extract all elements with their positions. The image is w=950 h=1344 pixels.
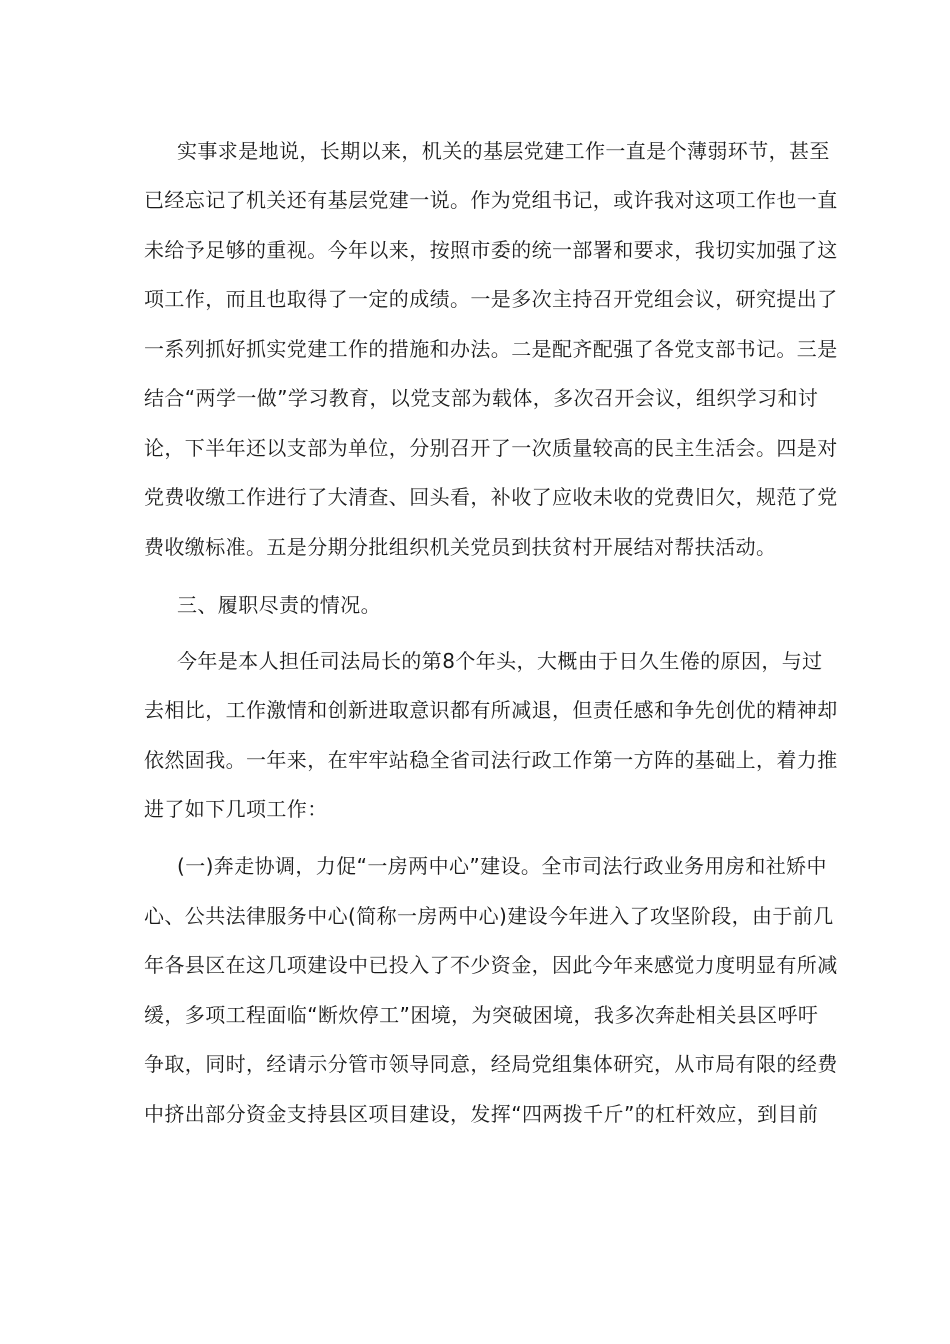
paragraph-3-line-2: 心、公共法律服务中心(简称一房两中心)建设今年进入了攻坚阶段，由于前几 [144, 904, 834, 928]
section-heading: 三、履职尽责的情况。 [177, 593, 381, 617]
paragraph-2-line-4: 进了如下几项工作： [144, 797, 328, 821]
paragraph-2-line-1: 今年是本人担任司法局长的第8个年头，大概由于日久生倦的原因，与过 [177, 649, 823, 673]
paragraph-3-line-5: 争取，同时，经请示分管市领导同意，经局党组集体研究，从市局有限的经费 [144, 1052, 838, 1076]
paragraph-1-line-1: 实事求是地说，长期以来，机关的基层党建工作一直是个薄弱环节，甚至 [177, 139, 830, 163]
paragraph-1-line-5: 一系列抓好抓实党建工作的措施和办法。二是配齐配强了各党支部书记。三是 [144, 337, 838, 361]
paragraph-3-line-4: 缓，多项工程面临“断炊停工”困境，为突破困境，我多次奔赴相关县区呼吁 [144, 1003, 819, 1027]
paragraph-1-line-6: 结合“两学一做”学习教育，以党支部为载体，多次召开会议，组织学习和讨 [144, 386, 819, 410]
paragraph-1-line-7: 论，下半年还以支部为单位，分别召开了一次质量较高的民主生活会。四是对 [144, 436, 838, 460]
paragraph-2-line-2: 去相比，工作激情和创新进取意识都有所减退，但责任感和争先创优的精神却 [144, 698, 838, 722]
paragraph-3-line-3: 年各县区在这几项建设中已投入了不少资金，因此今年来感觉力度明显有所减 [144, 953, 838, 977]
paragraph-2-line-3: 依然固我。一年来，在牢牢站稳全省司法行政工作第一方阵的基础上，着力推 [144, 748, 838, 772]
paragraph-3-line-1: (一)奔走协调，力促“一房两中心”建设。全市司法行政业务用房和社矫中 [177, 854, 827, 878]
paragraph-1-line-2: 已经忘记了机关还有基层党建一说。作为党组书记，或许我对这项工作也一直 [144, 188, 838, 212]
paragraph-1-line-4: 项工作，而且也取得了一定的成绩。一是多次主持召开党组会议，研究提出了 [144, 287, 838, 311]
paragraph-1-line-8: 党费收缴工作进行了大清查、回头看，补收了应收未收的党费旧欠，规范了党 [144, 485, 838, 509]
paragraph-1-line-9: 费收缴标准。五是分期分批组织机关党员到扶贫村开展结对帮扶活动。 [144, 535, 777, 559]
paragraph-1-line-3: 未给予足够的重视。今年以来，按照市委的统一部署和要求，我切实加强了这 [144, 238, 838, 262]
paragraph-3-line-6: 中挤出部分资金支持县区项目建设，发挥“四两拨千斤”的杠杆效应，到目前 [144, 1102, 819, 1126]
